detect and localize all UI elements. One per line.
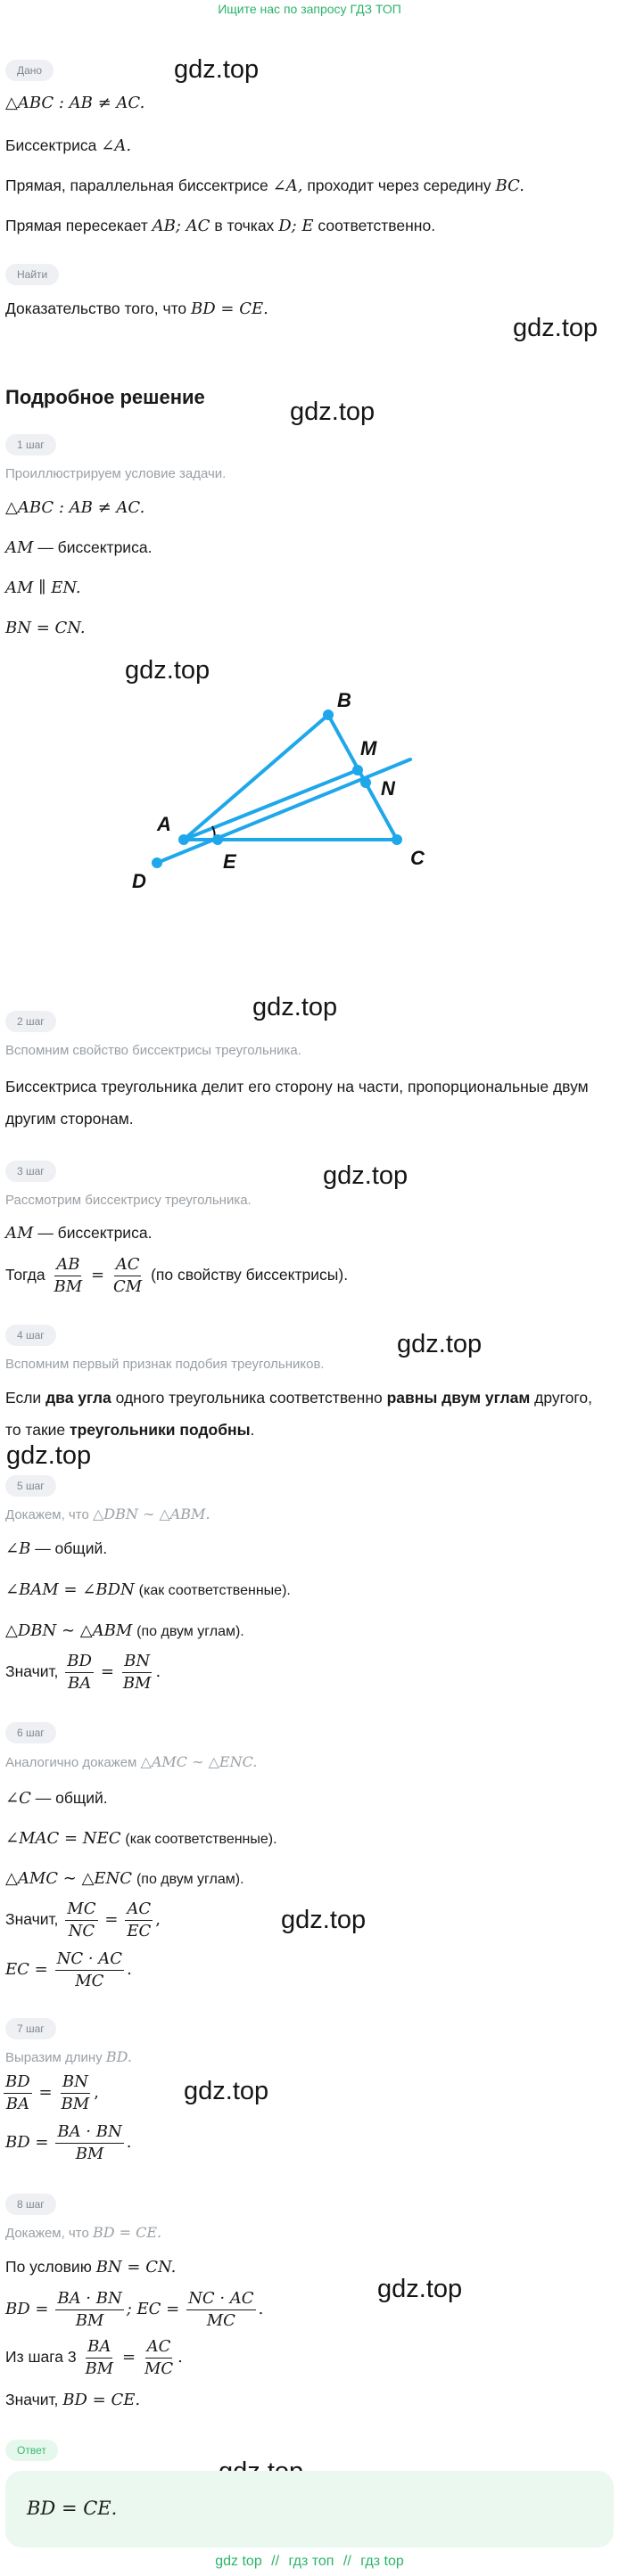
step5-hint: Докажем, что △DBN ∼ △ABM.: [5, 1505, 210, 1522]
answer-value: BD = CE.: [27, 2498, 118, 2519]
step1-line3: AM ∥ EN.: [5, 578, 81, 597]
step3-line2: Тогда $\frac{AB}{BM}$ = $\frac{AC}{CM}$ (по свойству биссектрисы).: [5, 1255, 349, 1296]
watermark: gdz.top: [6, 1441, 92, 1470]
step3-hint: Рассмотрим биссектрису треугольника.: [5, 1193, 252, 1208]
label-n: N: [381, 777, 395, 800]
step7-line2: BD = $\frac{BA \cdot BN}{BM}$ .: [5, 2122, 132, 2163]
step4-line2: то такие треугольники подобны.: [5, 1421, 255, 1439]
step5-tag: 5 шаг: [5, 1475, 56, 1497]
watermark: gdz.top: [323, 1161, 409, 1190]
step4-hint: Вспомним первый признак подобия треугольников.: [5, 1357, 325, 1372]
step1-hint: Проиллюстрируем условие задачи.: [5, 466, 227, 481]
step7-hint: Выразим длину BD.: [5, 2048, 132, 2065]
step1-line1: △ABC : AB ≠ AC.: [5, 498, 145, 517]
step4-line1: Если два угла одного треугольника соответственно равны двум углам другого,: [5, 1389, 592, 1407]
step4-tag: 4 шаг: [5, 1325, 56, 1346]
solution-title: Подробное решение: [5, 386, 205, 408]
watermark: gdz.top: [377, 2275, 463, 2303]
point-m: [352, 765, 363, 775]
label-m: M: [360, 737, 377, 759]
watermark: gdz.top: [125, 656, 210, 685]
point-e: [212, 834, 223, 845]
label-a: A: [157, 813, 171, 835]
step3-line1: AM — биссектриса.: [5, 1224, 153, 1243]
given-tag: Дано: [5, 60, 54, 81]
watermark: gdz.top: [252, 993, 338, 1021]
footer-link[interactable]: gdz top: [215, 2554, 262, 2569]
watermark: gdz.top: [184, 2077, 269, 2105]
point-a: [178, 834, 189, 845]
top-banner-link[interactable]: Ищите нас по запросу ГДЗ ТОП: [218, 2, 401, 16]
step5-line4: Значит, $\frac{BD}{BA}$ = $\frac{BN}{BM}$ .: [5, 1652, 161, 1693]
step8-line3: Из шага 3 $\frac{BA}{BM}$ = $\frac{AC}{MC}$ .: [5, 2337, 183, 2378]
step2-text: Биссектриса треугольника делит его сторону на части, пропорциональные двум другим сторонам.: [5, 1078, 589, 1128]
footer-separator: //: [271, 2554, 280, 2569]
given-bisector: Биссектриса ∠A.: [5, 136, 132, 155]
step8-hint: Докажем, что BD = CE.: [5, 2224, 162, 2241]
step5-line3: △DBN ∼ △ABM (по двум углам).: [5, 1621, 244, 1640]
step7-tag: 7 шаг: [5, 2018, 56, 2039]
label-d: D: [132, 870, 146, 892]
footer-separator: //: [343, 2554, 351, 2569]
point-d: [152, 857, 162, 868]
step8-line2: BD = $\frac{BA \cdot BN}{BM}$ ; EC = $\frac{NC \cdot AC}{MC}$ .: [5, 2289, 264, 2330]
point-n: [360, 777, 371, 788]
step5-line2: ∠BAM = ∠BDN (как соответственные).: [5, 1580, 291, 1599]
footer-link[interactable]: гдз топ: [288, 2554, 334, 2569]
step8-line4: Значит, BD = CE.: [5, 2391, 141, 2409]
step6-line3: △AMC ∼ △ENC (по двум углам).: [5, 1869, 244, 1888]
given-triangle: △ABC : AB ≠ AC.: [5, 94, 145, 112]
answer-tag: Ответ: [5, 2440, 58, 2461]
point-b: [323, 710, 334, 720]
watermark: gdz.top: [174, 55, 260, 84]
point-c: [392, 834, 402, 845]
watermark: gdz.top: [290, 398, 376, 426]
step2-hint: Вспомним свойство биссектрисы треугольника.: [5, 1043, 301, 1058]
find-tag: Найти: [5, 264, 59, 285]
step8-tag: 8 шаг: [5, 2194, 56, 2215]
find-statement: Доказательство того, что BD = CE.: [5, 299, 268, 318]
label-e: E: [223, 850, 236, 873]
step5-line1: ∠B — общий.: [5, 1539, 108, 1558]
watermark: gdz.top: [397, 1330, 483, 1358]
footer-links: [0, 2554, 619, 2570]
step3-tag: 3 шаг: [5, 1161, 56, 1182]
watermark: gdz.top: [513, 314, 598, 342]
step1-line4: BN = CN.: [5, 619, 86, 637]
step8-line1: По условию BN = CN.: [5, 2258, 177, 2277]
step6-line4: Значит, $\frac{MC}{NC}$ = $\frac{AC}{EC}$ ,: [5, 1899, 161, 1940]
step1-tag: 1 шаг: [5, 434, 56, 455]
step1-line2: AM — биссектриса.: [5, 538, 153, 557]
step6-hint: Аналогично докажем △AMC ∼ △ENC.: [5, 1753, 258, 1770]
triangle-figure: [116, 677, 437, 900]
footer-link[interactable]: гдз top: [360, 2554, 404, 2569]
given-parallel-line: Прямая, параллельная биссектрисе ∠A, проходит через середину BC.: [5, 176, 524, 195]
step6-line2: ∠MAC = NEC (как соответственные).: [5, 1829, 277, 1848]
bisector-am: [184, 770, 358, 840]
step6-tag: 6 шаг: [5, 1722, 56, 1743]
watermark: gdz.top: [281, 1906, 367, 1934]
step2-tag: 2 шаг: [5, 1011, 56, 1032]
label-b: B: [337, 689, 351, 711]
step6-line1: ∠C — общий.: [5, 1789, 108, 1808]
line-dn: [157, 759, 410, 863]
label-c: C: [410, 847, 425, 869]
step6-line5: EC = $\frac{NC \cdot AC}{MC}$ .: [5, 1949, 132, 1990]
step7-line1: $\frac{BD}{BA}$ = $\frac{BN}{BM}$ ,: [5, 2072, 99, 2113]
given-intersection: Прямая пересекает AB; AC в точках D; E соответственно.: [5, 217, 436, 235]
